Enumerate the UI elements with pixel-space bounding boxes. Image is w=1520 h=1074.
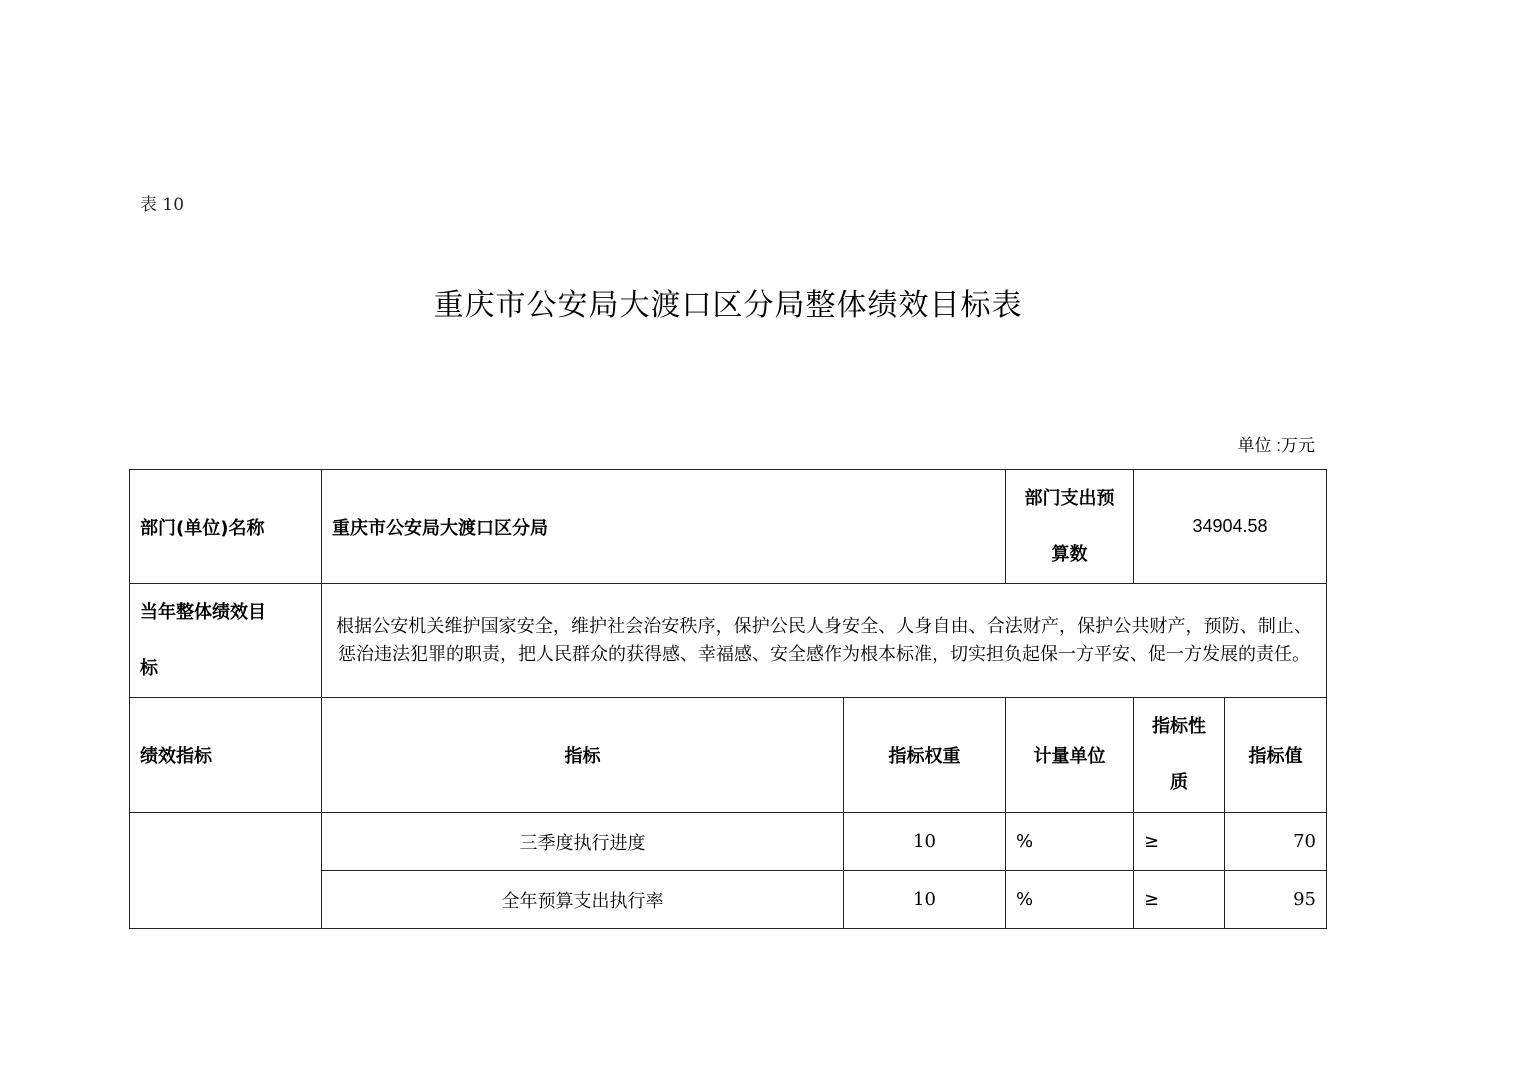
indicator-unit-cell [1006,813,1134,871]
indicator-weight-cell [844,871,1006,929]
indicator-unit: % [1016,889,1034,910]
dept-name-cell [322,470,1006,584]
budget-label-line1: 部门支出预 [1024,487,1115,509]
indicator-header-cell [322,698,844,813]
goal-label-line2: 标 [140,657,158,679]
table-row [130,813,1327,871]
indicator-name-cell [322,871,844,929]
indicator-unit-cell [1006,871,1134,929]
budget-value-cell [1134,470,1327,584]
nature-header-line2: 质 [1170,772,1188,793]
dept-label-cell [130,470,322,584]
indicator-name: 三季度执行进度 [519,832,646,854]
indicator-value-cell [1225,813,1327,871]
unit-label: 单位 :万元 [1237,436,1315,455]
section-label: 绩效指标 [140,746,212,767]
goal-text-cell [322,584,1327,698]
table-number: 表 10 [140,195,185,215]
indicator-name: 全年预算支出执行率 [501,890,664,912]
section-label-cell [130,698,322,813]
weight-header-cell [844,698,1006,813]
budget-value: 34904.58 [1192,516,1268,536]
dept-name: 重庆市公安局大渡口区分局 [332,517,548,539]
indicator-value-cell [1225,871,1327,929]
value-header: 指标值 [1248,746,1303,767]
dept-row [130,470,1327,584]
goal-text: 根据公安机关维护国家安全，维护社会治安秩序，保护公民人身安全、人身自由、合法财产，保护公共财产，预防、制止、惩治违法犯罪的职责，把人民群众的获得感、幸福感、安全感作为根本标准，切实担负起保一方平安、促一方发展的责任。 [336,615,1313,665]
value-header-cell [1225,698,1327,813]
indicator-nature: ≥ [1144,831,1160,852]
indicator-value: 70 [1293,831,1317,852]
indicator-header-row [130,698,1327,813]
goal-label-cell [130,584,322,698]
unit-header: 计量单位 [1033,746,1106,767]
indicator-weight: 10 [913,831,936,852]
indicator-nature-cell [1134,813,1225,871]
indicator-weight-cell [844,813,1006,871]
budget-label-line2: 算数 [1051,543,1088,565]
indicator-nature-cell [1134,871,1225,929]
indicator-weight: 10 [913,889,936,910]
nature-header-line1: 指标性 [1152,716,1206,737]
budget-label-cell [1006,470,1134,584]
nature-header-cell [1134,698,1225,813]
dept-label: 部门(单位)名称 [140,517,265,539]
page-title: 重庆市公安局大渡口区分局整体绩效目标表 [433,288,1023,323]
indicator-unit: % [1016,831,1034,852]
section-empty-cell [130,813,322,929]
indicator-header: 指标 [564,746,601,767]
performance-table [129,469,1327,929]
unit-header-cell [1006,698,1134,813]
indicator-value: 95 [1293,889,1317,910]
goal-row [130,584,1327,698]
indicator-name-cell [322,813,844,871]
weight-header: 指标权重 [888,746,961,767]
goal-label-line1: 当年整体绩效目 [140,601,266,623]
indicator-nature: ≥ [1144,889,1160,910]
